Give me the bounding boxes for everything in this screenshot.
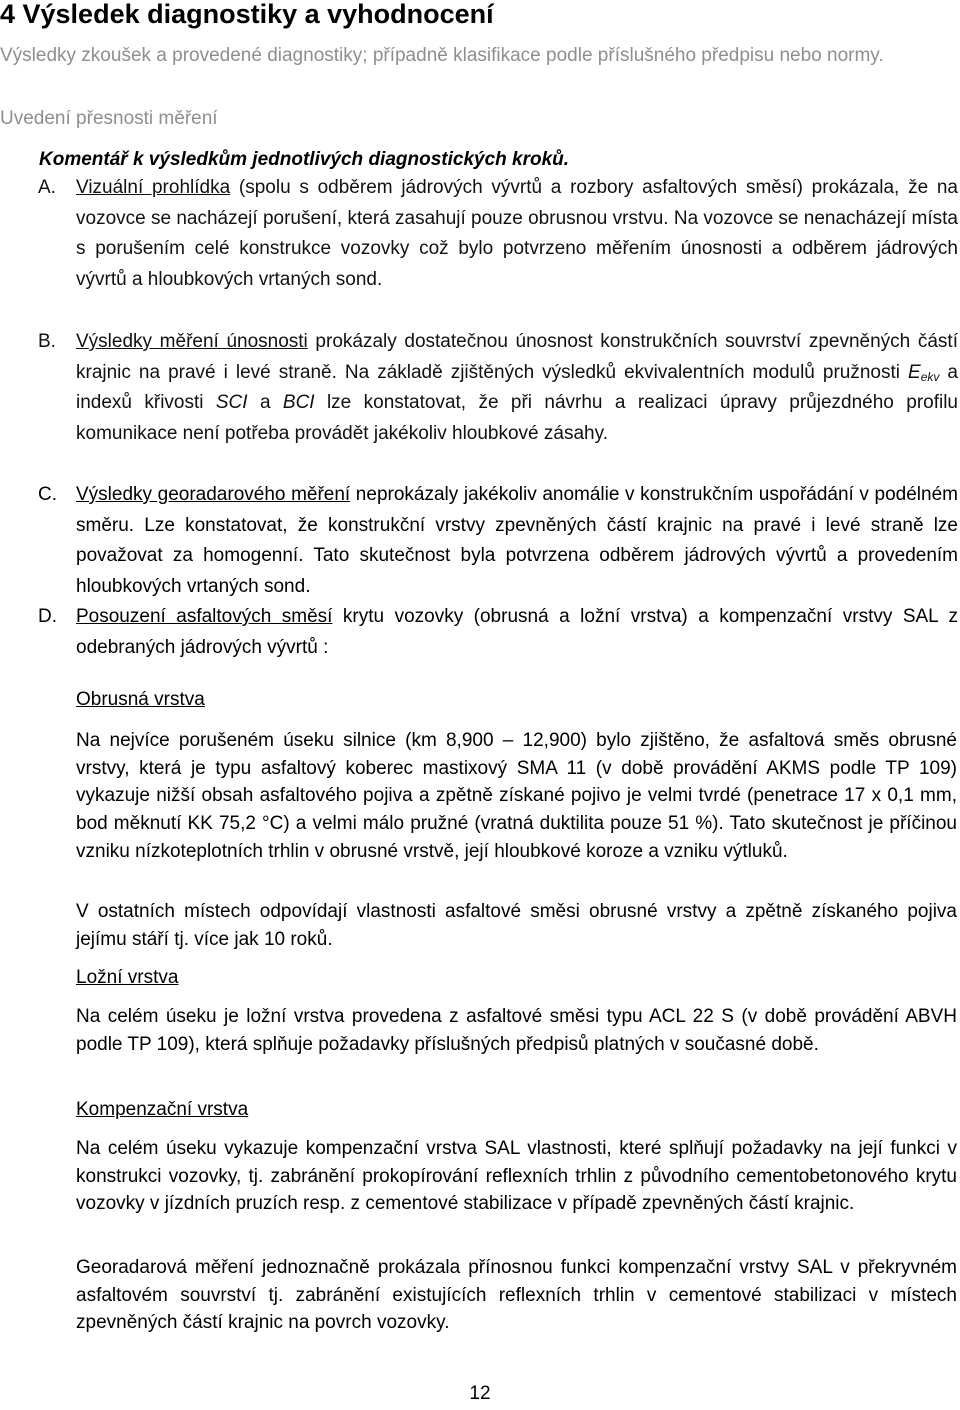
obrusna-paragraph-1: Na nejvíce porušeném úseku silnice (km 8,900 – 12,900) bylo zjištěno, že asfaltová směs obrusné vrstvy, která je typu asfaltový koberec mastixový SMA 11 (v době provádění AKMS podle TP 109) vykazuje nižší obsah asfaltového pojiva a zpětně získané pojivo je velmi tvrdé (penetrace 17 x 0,1 mm, bod měknutí KK 75,2 °C) a velmi málo pružné (vratná duktilita pouze 51 %). Tato skutečnost je příčinou vzniku nízkoteplotních trhlin v obrusné vrstvě, její hloubkové koroze a vzniku výtluků. bbox=[76, 730, 957, 862]
item-c bbox=[38, 480, 958, 603]
e-symbol: E bbox=[908, 361, 921, 383]
item-b bbox=[38, 327, 958, 450]
obrusna-paragraph-2: V ostatních místech odpovídají vlastnosti asfaltové směsi obrusné vrstvy a zpětně získaného pojiva jejímu stáří tj. více jak 10 roků. bbox=[76, 901, 957, 950]
item-d bbox=[38, 602, 958, 663]
item-d-label: D. bbox=[38, 606, 57, 627]
e-subscript: ekv bbox=[920, 369, 940, 384]
lozni-title: Ložní vrstva bbox=[76, 967, 179, 988]
item-c-text bbox=[76, 480, 958, 603]
item-a-text bbox=[76, 173, 958, 296]
sci-term: SCI bbox=[215, 392, 248, 414]
section-heading: 4 Výsledek diagnostiky a vyhodnocení bbox=[0, 0, 494, 29]
item-b-body-2: a indexů křivosti bbox=[76, 361, 958, 414]
bci-term: BCI bbox=[282, 392, 315, 414]
item-b-body-1: prokázaly dostatečnou únosnost konstrukčních souvrství zpevněných částí krajnic na pravé i levé straně. Na základě zjištěných výsledků ekvivalentních modulů pružnosti bbox=[76, 331, 958, 383]
accuracy-instruction: Uvedení přesnosti měření bbox=[0, 108, 218, 129]
item-b-link: Výsledky měření únosnosti bbox=[76, 331, 308, 352]
intro-instruction: Výsledky zkoušek a provedené diagnostiky; případně klasifikace podle příslušného předpisu nebo normy. bbox=[0, 45, 884, 66]
item-a-link: Vizuální prohlídka bbox=[76, 177, 231, 198]
item-a bbox=[38, 173, 958, 296]
obrusna-title: Obrusná vrstva bbox=[76, 689, 205, 710]
kompenzacni-paragraph-1: Na celém úseku vykazuje kompenzační vrstva SAL vlastnosti, které splňují požadavky na její funkci v konstrukci vozovky, tj. zabránění prokopírování reflexních trhlin z původního cementobetonového krytu vozovky v jízdních pruzích resp. z cementové stabilizace v případě zpevněných částí krajnic. bbox=[76, 1138, 957, 1215]
item-b-body-3: a bbox=[247, 392, 283, 414]
item-a-label: A. bbox=[38, 177, 56, 198]
item-b-label: B. bbox=[38, 331, 56, 352]
item-a-body: (spolu s odběrem jádrových vývrtů a rozbory asfaltových směsí) prokázala, že na vozovce se nacházejí porušení, která zasahují pouze obrusnou vrstvu. Na vozovce se nenacházejí místa s porušením celé konstrukce vozovky což bylo potvrzeno měřením únosnosti a odběrem jádrových vývrtů a hloubkových vrtaných sond. bbox=[76, 177, 958, 291]
kompenzacni-paragraph-2: Georadarová měření jednoznačně prokázala přínosnou funkci kompenzační vrstvy SAL v překryvném asfaltovém souvrství tj. zabránění existujících reflexních trhlin v cementové stabilizaci v místech zpevněných částí krajnic na povrch vozovky. bbox=[76, 1257, 957, 1334]
item-c-link: Výsledky georadarového měření bbox=[76, 484, 351, 505]
item-d-body: krytu vozovky (obrusná a ložní vrstva) a kompenzační vrstvy SAL z odebraných jádrových vývrtů : bbox=[76, 606, 958, 658]
item-d-link: Posouzení asfaltových směsí bbox=[76, 606, 333, 627]
item-b-text bbox=[76, 327, 958, 450]
item-c-body: neprokázaly jakékoliv anomálie v konstrukčním uspořádání v podélném směru. Lze konstatovat, že konstrukční vrstvy zpevněných částí krajnic na pravé i levé straně lze považovat za homogenní. Tato skutečnost byla potvrzena odběrem jádrových vývrtů a provedením hloubkových vrtaných sond. bbox=[76, 484, 958, 598]
item-d-text bbox=[76, 602, 958, 663]
kompenzacni-title: Kompenzační vrstva bbox=[76, 1099, 249, 1120]
page-number: 12 bbox=[469, 1383, 491, 1404]
commentary-heading: Komentář k výsledkům jednotlivých diagnostických kroků. bbox=[39, 149, 570, 170]
item-c-label: C. bbox=[38, 484, 57, 505]
item-b-body-4: lze konstatovat, že při návrhu a realizaci úpravy průjezdného profilu komunikace není potřeba provádět jakékoliv hloubkové zásahy. bbox=[76, 392, 959, 445]
lozni-paragraph: Na celém úseku je ložní vrstva provedena z asfaltové směsi typu ACL 22 S (v době provádění ABVH podle TP 109), která splňuje požadavky příslušných předpisů platných v současné době. bbox=[76, 1006, 957, 1055]
